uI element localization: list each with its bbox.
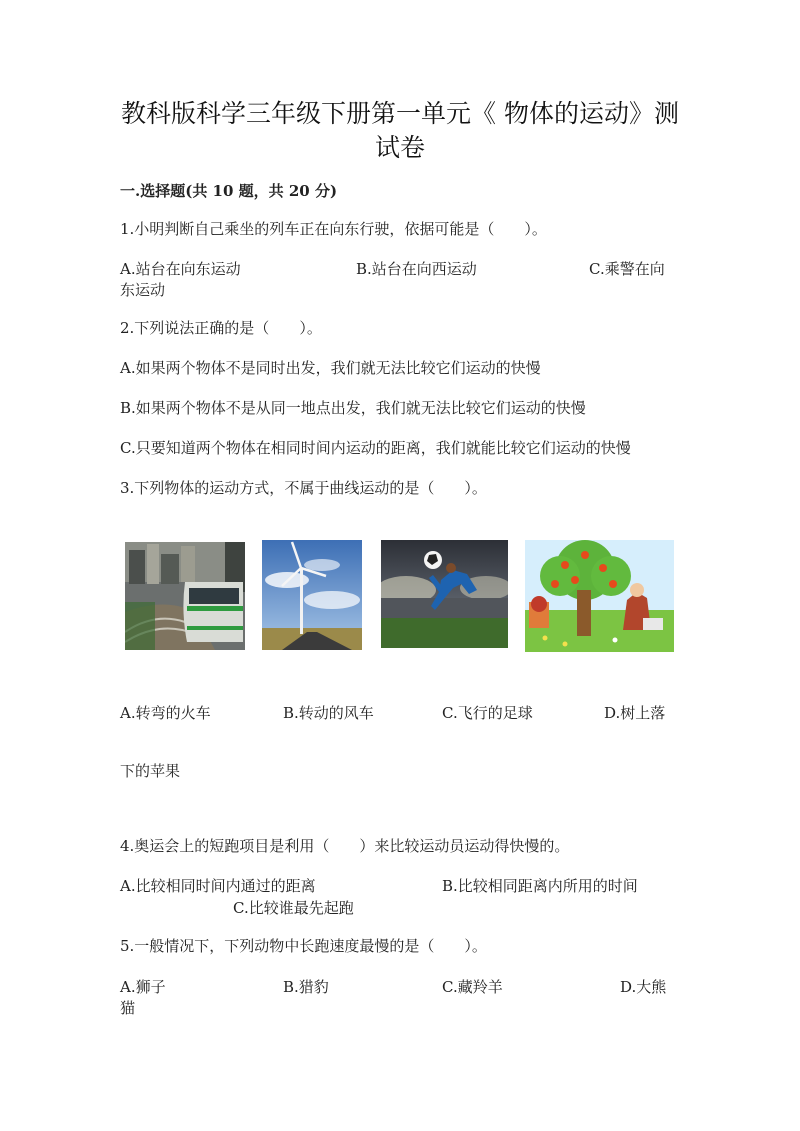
question-5-stem: 5.一般情况下，下列动物中长跑速度最慢的是（ ）。 <box>120 937 487 955</box>
question-4-stem: 4.奥运会上的短跑项目是利用（ ）来比较运动员运动得快慢的。 <box>120 837 570 855</box>
question-5-option-d-continued: 猫 <box>120 999 136 1017</box>
question-3-stem: 3.下列物体的运动方式，不属于曲线运动的是（ ）。 <box>120 479 487 497</box>
question-3-option-c: C.飞行的足球 <box>442 704 533 722</box>
question-5-option-c: C.藏羚羊 <box>442 978 503 996</box>
question-2-option-a: A.如果两个物体不是同时出发，我们就无法比较它们运动的快慢 <box>120 359 541 377</box>
question-1-option-a: A.站台在向东运动 <box>120 260 241 278</box>
train-image <box>125 542 245 650</box>
question-5-option-d: D.大熊 <box>620 978 667 996</box>
page-title-line-1: 教科版科学三年级下册第一单元《 物体的运动》测 <box>121 99 679 128</box>
question-3-option-d: D.树上落 <box>604 704 666 722</box>
apple-tree-image <box>525 540 674 652</box>
question-1-option-c-continued: 东运动 <box>120 281 166 299</box>
question-3-option-a: A.转弯的火车 <box>120 704 211 722</box>
question-4-option-b: B.比较相同距离内所用的时间 <box>442 877 638 895</box>
question-2-option-c: C.只要知道两个物体在相同时间内运动的距离，我们就能比较它们运动的快慢 <box>120 439 631 457</box>
question-5-option-b: B.猎豹 <box>283 978 329 996</box>
soccer-image <box>381 540 508 648</box>
question-2-option-b: B.如果两个物体不是从同一地点出发，我们就无法比较它们运动的快慢 <box>120 399 586 417</box>
question-1-option-c: C.乘警在向 <box>589 260 665 278</box>
question-2-stem: 2.下列说法正确的是（ ）。 <box>120 319 322 337</box>
question-3-option-d-continued: 下的苹果 <box>120 762 181 780</box>
section-heading: 一.选择题(共 10 题，共 20 分) <box>120 182 338 200</box>
question-4-option-a: A.比较相同时间内通过的距离 <box>120 877 316 895</box>
question-1-option-b: B.站台在向西运动 <box>356 260 477 278</box>
windmill-image <box>262 540 362 650</box>
question-5-option-a: A.狮子 <box>120 978 166 996</box>
question-4-option-c: C.比较谁最先起跑 <box>233 899 354 917</box>
page-title-line-2: 试卷 <box>374 133 425 162</box>
question-1-stem: 1.小明判断自己乘坐的列车正在向东行驶，依据可能是（ ）。 <box>120 220 547 238</box>
question-3-option-b: B.转动的风车 <box>283 704 374 722</box>
